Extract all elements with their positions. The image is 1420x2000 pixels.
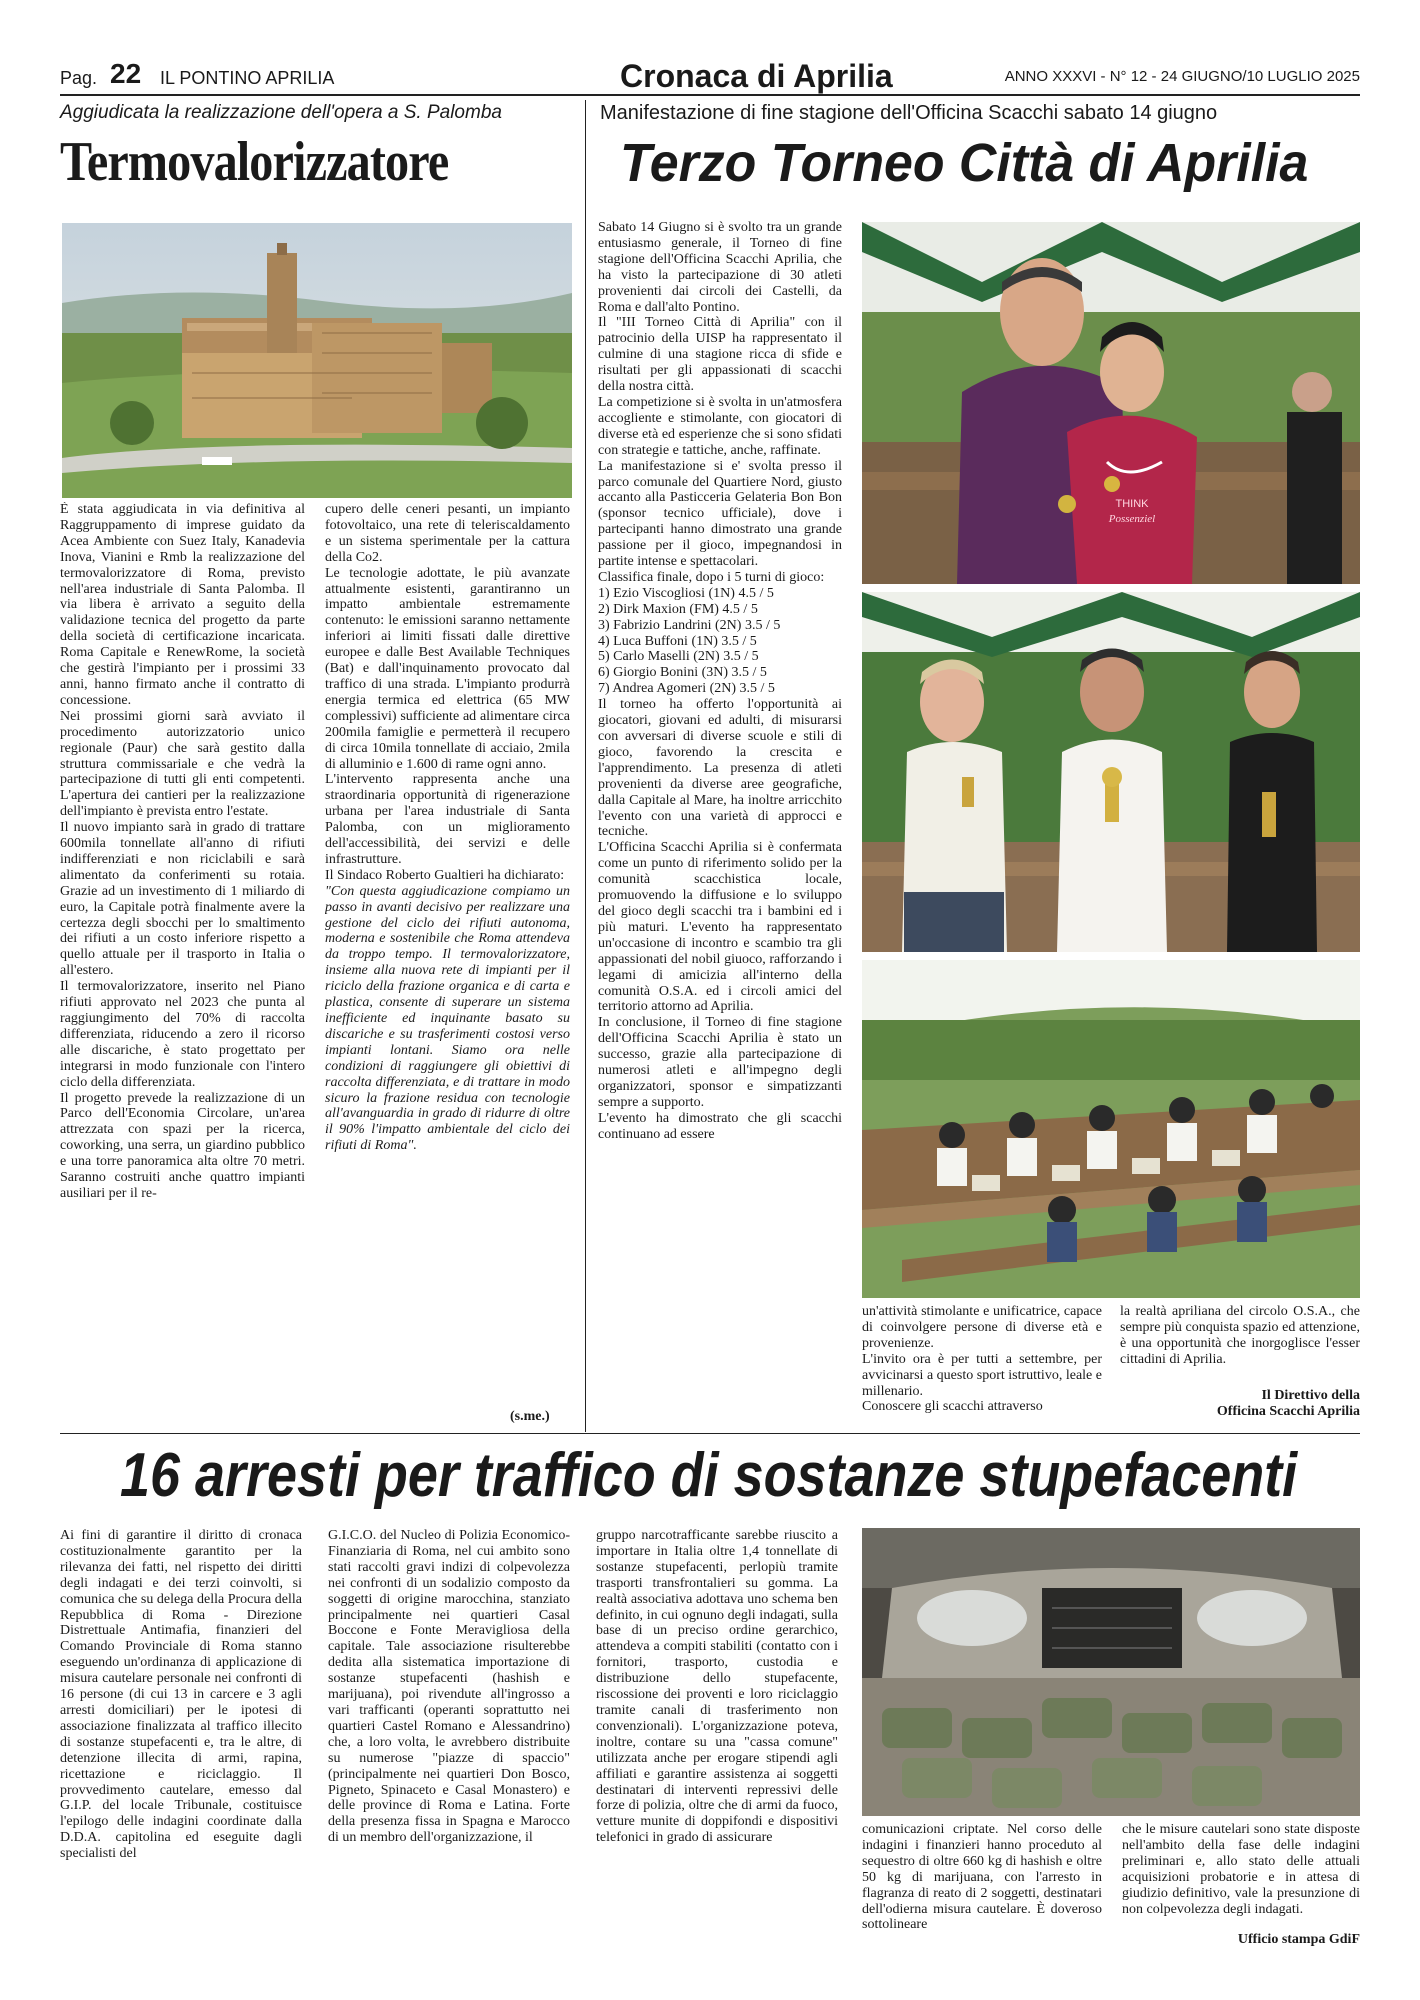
header-rule (60, 94, 1360, 96)
incinerator-rendering (62, 223, 572, 498)
article3-column-1: Ai fini di garantire il diritto di cronaca costituzionalmente garantito per la rilevanza dei fatti, nel rispetto dei diritti degli indagati e dei terzi coinvolti, si comunica che su delega della Procura della Repubblica di Roma - Direzione Distrettuale Antimafia, finanzieri del Comando Provinciale di Roma stanno eseguendo un'ordinanza di applicazione di misura cautelare personale nei confronti di 16 persone (di cui 13 in carcere e 3 agli arresti domiciliari) per le ipotesi di associazione finalizzata al traffico illecito di sostanze stupefacenti e, tra le altre, di detenzione illecita di armi, rapina, ricettazione e riciclaggio. Il provvedimento cautelare, emesso dal G.I.P. del locale Tribunale, costituisce l'epilogo delle indagini coordinate dalla D.D.A. capitolina ed eseguite dagli specialisti del (60, 1528, 302, 1862)
column-divider (585, 100, 586, 1432)
article3-column-5: che le misure cautelari sono state disposte nell'ambito della fase delle indagini preliminari e, allo stato delle attuali acquisizioni probatorie e in attesa di giudizio definitivo, vale la presunzione di non colpevolezza degli indagati. (1122, 1822, 1360, 1917)
article3-column-4: comunicazioni criptate. Nel corso delle indagini i finanzieri hanno proceduto al sequestro di oltre 660 kg di hashish e oltre 50 kg di marijuana, con l'arresto in flagranza di reato di 2 soggetti, destinatari dell'odierna misura cautelare. È doveroso sottolineare (862, 1822, 1102, 1933)
article2-signature-line-1: Il Direttivo della (1261, 1388, 1360, 1403)
page-number: 22 (110, 58, 142, 89)
seized-drugs-car-photo (862, 1528, 1360, 1816)
chess-tables-photo (862, 960, 1360, 1298)
mayor-quote: "Con questa aggiudicazione compiamo un passo in avanti decisivo per realizzare una gestione del ciclo dei rifiuti autonoma, moderna e sostenibile che Roma attendeva da troppo tempo. Il termovalorizzatore, insieme alla nuova rete di impianti per il riciclo della frazione organica e di carta e plastica, consente di superare un sistema inefficiente ed inquinante basato su discariche e su trasferimenti costosi verso impianti lontani. Siamo ora nelle condizioni di raggiungere gli obiettivi di raccolta differenziata, e di trattare in modo sicuro la frazione residua con tecnologie all'avanguardia in grado di ridurre di oltre il 90% l'impatto ambientale del ciclo dei rifiuti di Roma". (325, 883, 570, 1154)
chess-winner-photo (862, 222, 1360, 584)
page-label: Pag. (60, 68, 98, 88)
article1-column-2-text: cupero delle ceneri pesanti, un impianto fotovoltaico, una rete di teleriscaldamento e un sistema sperimentale per la cattura della Co2. Le tecnologie adottate, le più avanzate attualmente esistenti, garantiranno un impatto ambientale estremamente contenuto: le emissioni saranno nettamente inferiori ai limiti fissati dalle direttive europee e dalle Best Available Techniques (Bat) e dall'inquinamento provocato dal traffico di una strada. L'impianto produrrà energia termica ed elettrica (65 MW complessivi) sufficiente ad alimentare circa 200mila famiglie e permetterà il recupero di circa 10mila tonnellate di acciaio, 2mila di alluminio e 1.600 di rame ogni anno. L'intervento rappresenta anche una straordinaria opportunità di rigenerazione urbana per l'area industriale di Santa Palomba, con un miglioramento dell'accessibilità, dei servizi e delle infrastrutture. Il Sindaco Roberto Gualtieri ha dichiarato: (325, 502, 570, 883)
article1-column-2 (325, 502, 570, 1600)
article3-column-3: gruppo narcotrafficante sarebbe riuscito a importare in Italia oltre 1,4 tonnellate di sostanze stupefacenti, perlopiù tramite trasporti transfrontalieri su gomma. La realtà associativa adottava uno schema ben definito, in cui ognuno degli indagati, sulla base di un preciso ordine gerarchico, attendeva a compiti stabiliti (contatto con i fornitori, trasporto, custodia e distribuzione dello stupefacente, riscossione dei proventi e loro riciclaggio tramite canali di trasferimento non convenzionali). L'organizzazione poteva, inoltre, contare su una "cassa comune" utilizzata anche per erogare stipendi agli affiliati e garantire assistenza ai soggetti destinatari di interventi repressivi delle forze di polizia, oltre che di armi da fuoco, vetture munite di doppifondi e dispositivi telefonici in grado di assicurare (596, 1528, 838, 1846)
article2-kicker: Manifestazione di fine stagione dell'Officina Scacchi sabato 14 giugno (600, 102, 1218, 124)
article1-column-1: È stata aggiudicata in via definitiva al Raggruppamento di imprese guidato da Acea Ambiente con Suez Italy, Kanadevia Inova, Vianini e Rmb la realizzazione del termovalorizzatore di Roma, previsto nell'area industriale di Santa Palomba. Il via libera è arrivato a seguito della validazione tecnica del progetto da parte della società di certificazione incaricata. Roma Capitale e RenewRome, la società che gestirà l'impianto per i prossimi 33 anni, hanno firmato anche il contratto di concessione. Nei prossimi giorni sarà avviato il procedimento autorizzatorio unico regionale (Paur) che sarà gestito dalla struttura commissariale e che vedrà la partecipazione di tutti gli enti competenti. L'apertura dei cantieri per la realizzazione dell'impianto è prevista entro l'estate. Il nuovo impianto sarà in grado di trattare 600mila tonnellate all'anno di rifiuti indifferenziati e non riciclabili e sarà alimentato da conferimenti su rotaia. Grazie ad un investimento di 1 miliardo di euro, la Capitale potrà finalmente avere la certezza degli sbocchi per lo smaltimento dei rifiuti a un costo inferiore rispetto a quello attuale per il trasporto in Italia o all'estero. Il termovalorizzatore, inserito nel Piano rifiuti approvato nel 2023 che punta al raggiungimento del 70% di raccolta differenziata, riducendo a zero il ricorso alle discariche, è stato progettato per integrarsi in modo funzionale con l'intero ciclo della differenziata. Il progetto prevede la realizzazione di un Parco dell'Economia Circolare, un'area attrezzata con spazi per la ricerca, coworking, una serra, un giardino pubblico e una torre panoramica alta oltre 70 metri. Saranno costruiti anche quattro impianti ausiliari per il re- (60, 502, 305, 1201)
tshirt-print-line-1: THINK (1115, 498, 1149, 510)
paper-name: IL PONTINO APRILIA (160, 68, 335, 88)
section-rule (60, 1433, 1360, 1434)
article2-column-3: la realtà apriliana del circolo O.S.A., che sempre più conquista spazio ed attenzione, è una opportunità che inorgoglisce l'esser cittadini di Aprilia. (1120, 1304, 1360, 1367)
article1-signature: (s.me.) (510, 1409, 550, 1424)
article2-column-2: un'attività stimolante e unificatrice, capace di coinvolgere persone di diverse età e provenienze. L'invito ora è per tutti a settembre, per avvicinarsi a questo sport istruttivo, leale e millenario. Conoscere gli scacchi attraverso (862, 1304, 1102, 1415)
trophy-winners-photo (862, 592, 1360, 952)
section-title: Cronaca di Aprilia (620, 58, 893, 94)
issue-info: ANNO XXXVI - N° 12 - 24 GIUGNO/10 LUGLIO 2025 (1004, 68, 1360, 85)
article1-title: Termovalorizzatore (60, 131, 449, 193)
tshirt-print-line-2: Possenziel (1108, 513, 1156, 525)
article1-kicker: Aggiudicata la realizzazione dell'opera a S. Palomba (60, 102, 502, 123)
masthead (60, 58, 1360, 94)
article3-column-2: G.I.C.O. del Nucleo di Polizia Economico-Finanziaria di Roma, nel cui ambito sono stati raccolti gravi indizi di colpevolezza nei confronti di un sodalizio composto da soggetti di origine marocchina, stanziato principalmente nei quartieri Casal Boccone e Fonte Meravigliosa della capitale. Tale associazione risulterebbe dedita alla sistematica importazione di sostanze stupefacenti (hashish e marijuana), poi rivendute all'ingrosso a vari trafficanti (operanti soprattutto nei quartieri Castel Romano e Alessandrino) che, a loro volta, le avrebbero distribuite su numerose "piazze di spaccio" (principalmente nei quartieri Don Bosco, Pigneto, Spinaceto e Casal Monastero) e delle province di Roma e Latina. Forte della presenza fissa in Spagna e Marocco di un membro dell'organizzazione, il (328, 1528, 570, 1846)
article2-title: Terzo Torneo Città di Aprilia (620, 133, 1309, 193)
article2-column-1: Sabato 14 Giugno si è svolto tra un grande entusiasmo generale, il Torneo di fine stagione dell'Officina Scacchi Aprilia, che ha visto la partecipazione di 30 atleti provenienti dai circoli dei Castelli, da Roma e dall'alto Pontino. Il "III Torneo Città di Aprilia" con il patrocinio della UISP ha rappresentato il culmine di una stagione ricca di sfide e risultati per gli appassionati di scacchi della nostra città. La competizione si è svolta in un'atmosfera accogliente e stimolante, con giocatori di diverse età ed esperienze che si sono sfidati con strategie e tattiche, anche, raffinate. La manifestazione si e' svolta presso il parco comunale del Quartiere Nord, giusto accanto alla Pasticceria Gelateria Bon Bon (sponsor tecnico ufficiale), dove i partecipanti hanno dimostrato una grande passione per il gioco, impegnandosi in partite intense e spettacolari. Classifica finale, dopo i 5 turni di gioco: 1) Ezio Viscogliosi (1N) 4.5 / 5 2) Dirk Maxion (FM) 4.5 / 5 3) Fabrizio Landrini (2N) 3.5 / 5 4) Luca Buffoni (1N) 3.5 / 5 5) Carlo Maselli (2N) 3.5 / 5 6) Giorgio Bonini (3N) 3.5 / 5 7) Andrea Agomeri (2N) 3.5 / 5 Il torneo ha offerto l'opportunità ai giocatori, giovani ed adulti, di misurarsi con avversari di diverse scuole e stili di gioco, favorendo la crescita e l'apprendimento. La presenza di atleti provenienti da diverse aree geografiche, dalla Capitale al Mare, ha inoltre arricchito l'evento con una varietà di approcci e tecniche. L'Officina Scacchi Aprilia si è confermata come un punto di riferimento solido per la comunità scacchistica locale, promuovendo la diffusione e lo sviluppo del gioco degli scacchi tra i bambini ed i più maturi. L'evento ha rappresentato un'occasione di incontro e scambio tra gli appassionati del nobil giuoco, rafforzando i legami di amicizia all'interno della comunità O.S.A. ed i circoli amici del territorio attorno ad Aprilia. In conclusione, il Torneo di fine stagione dell'Officina Scacchi Aprilia è stato un successo, grazie alla partecipazione di numerosi atleti e all'impegno degli organizzatori, sponsor e simpatizzanti sempre a supporto. L'evento ha dimostrato che gli scacchi continuano ad essere (598, 220, 842, 1142)
article3-title: 16 arresti per traffico di sostanze stupefacenti (120, 1441, 1298, 1510)
article3-signature: Ufficio stampa GdiF (1237, 1932, 1360, 1947)
article2-signature (1120, 1388, 1360, 1420)
article2-signature-line-2: Officina Scacchi Aprilia (1216, 1404, 1360, 1419)
